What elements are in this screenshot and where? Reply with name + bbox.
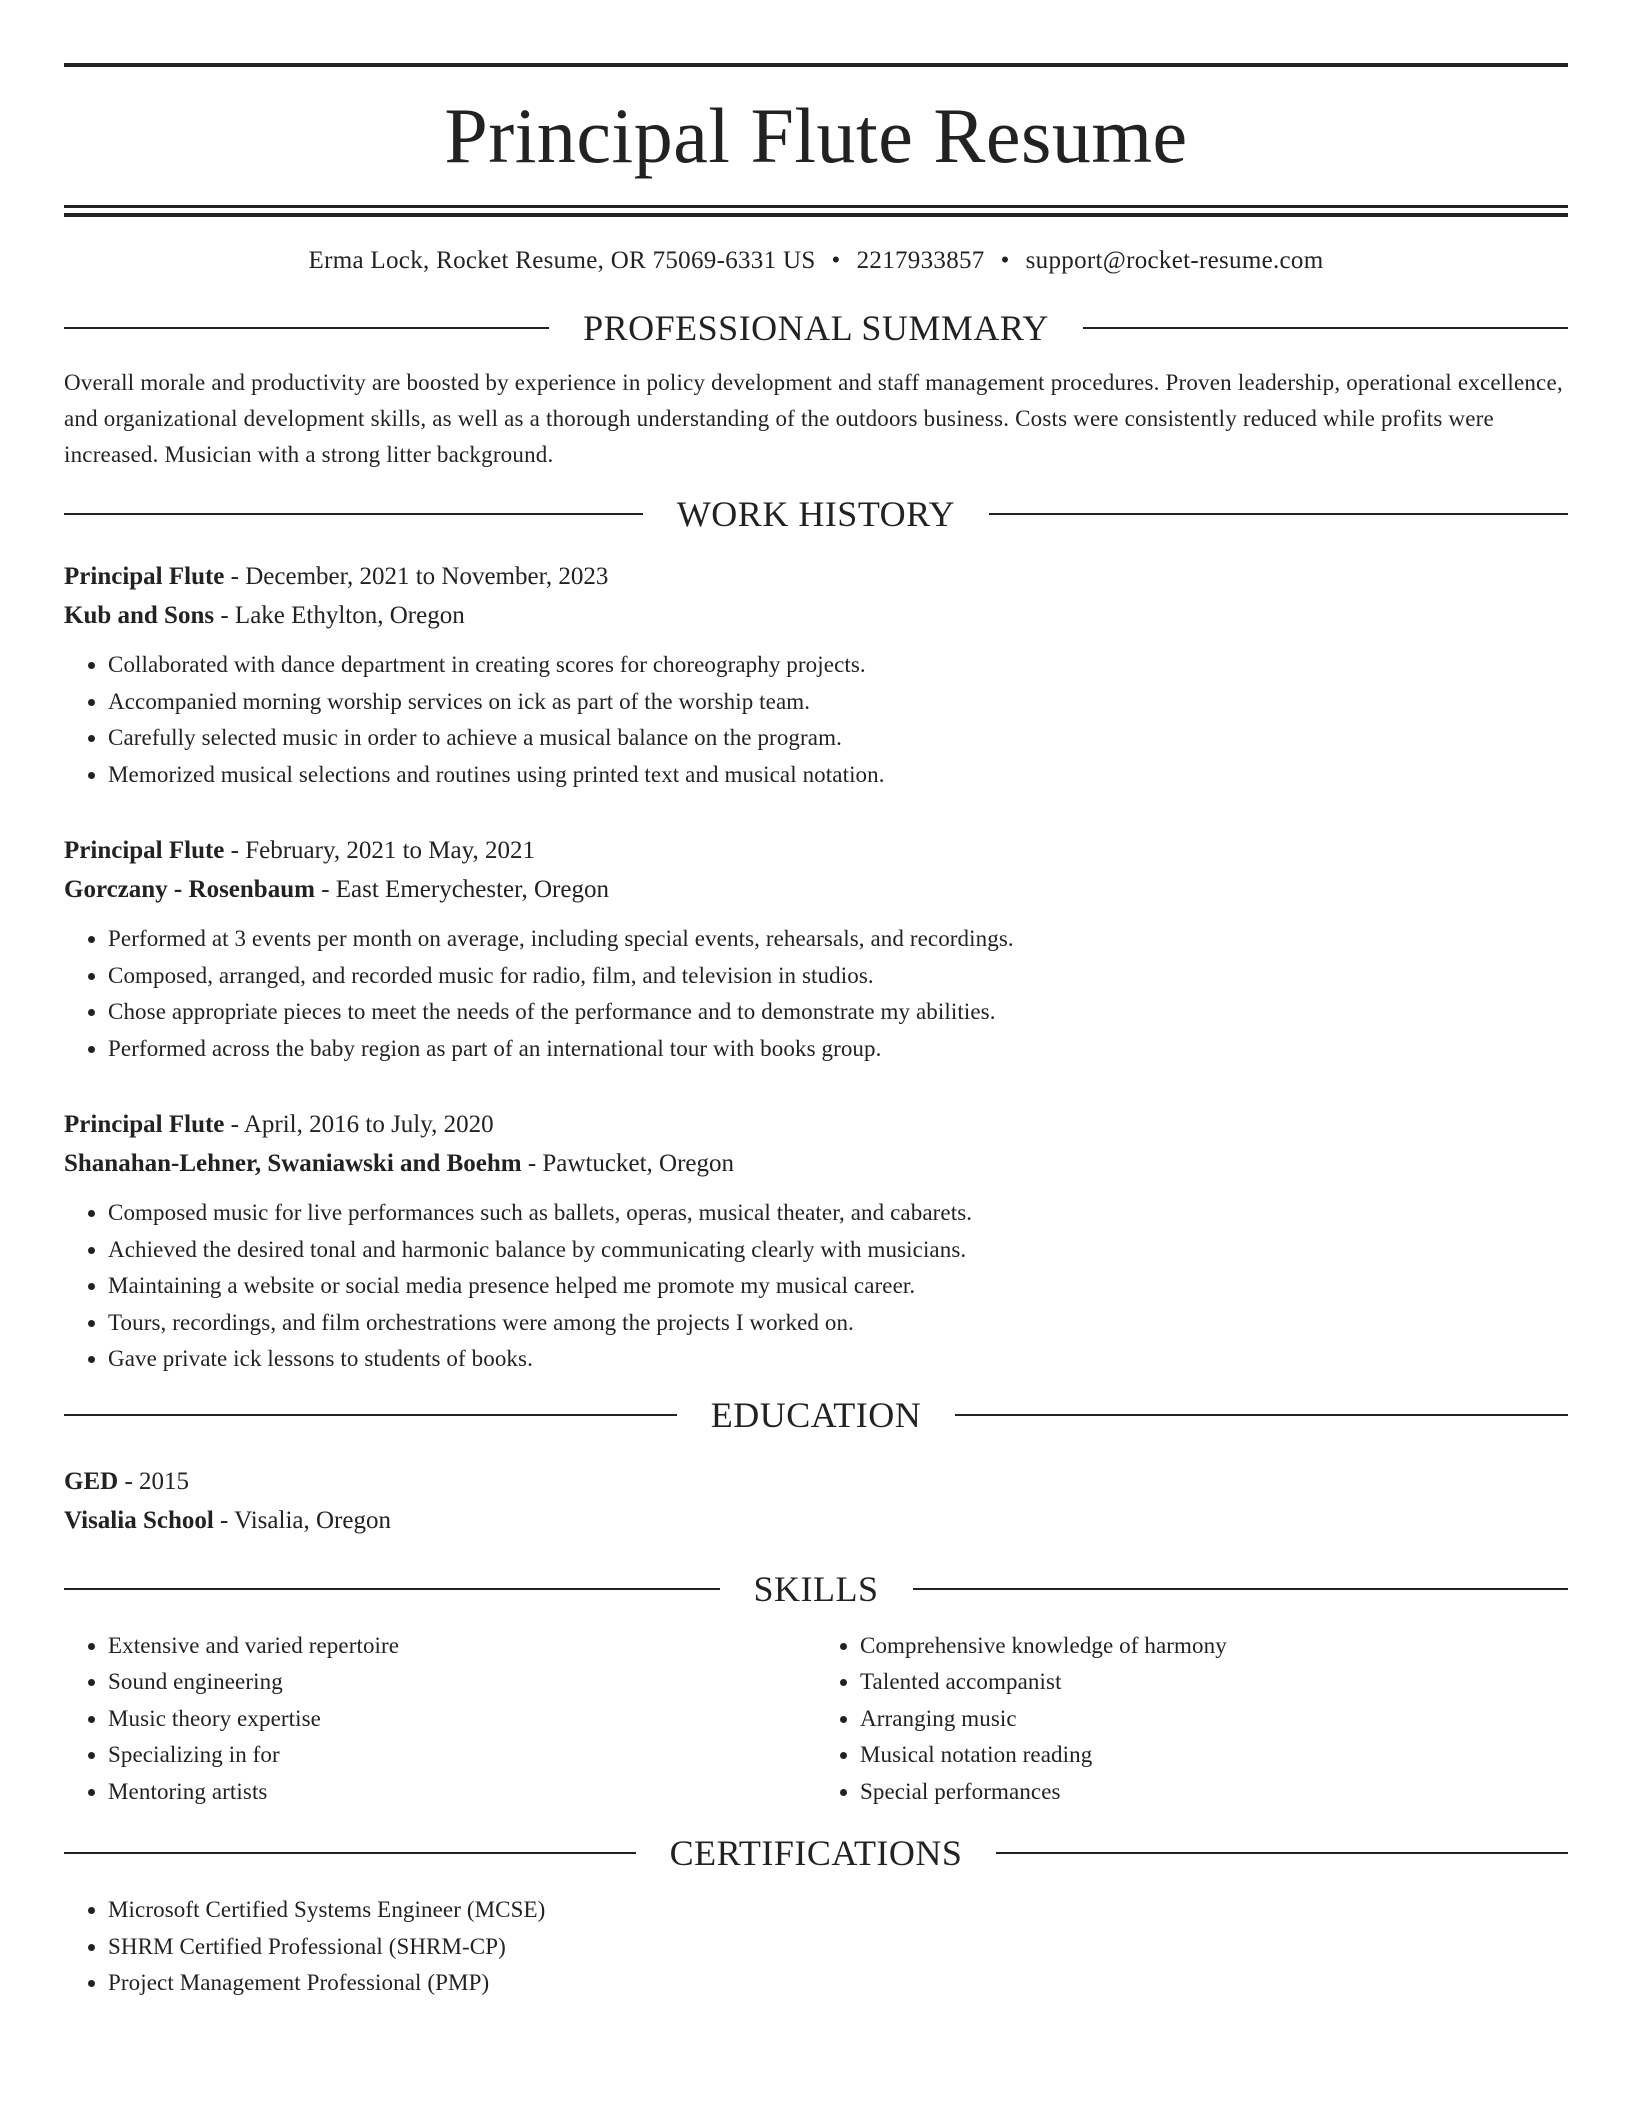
job-company-line (64, 1144, 1568, 1183)
list-item: • Performed at 3 events per month on average, including special events, rehearsals, and recordings. (108, 921, 1568, 958)
list-item: • Chose appropriate pieces to meet the needs of the performance and to demonstrate my abilities. (108, 994, 1568, 1031)
education-year: - 2015 (118, 1467, 190, 1495)
job-location: - Pawtucket, Oregon (521, 1150, 735, 1177)
list-item: • Composed, arranged, and recorded music for radio, film, and television in studios. (108, 958, 1568, 995)
job-title: Principal Flute (64, 837, 225, 864)
section-title: PROFESSIONAL SUMMARY (583, 308, 1049, 348)
job-entry (64, 831, 1568, 1067)
education-school-line (64, 1501, 1568, 1540)
list-item: • Specializing in for (108, 1737, 816, 1774)
skills-list-right (816, 1628, 1568, 1811)
header-rule (955, 1414, 1568, 1416)
skills-columns (64, 1628, 1568, 1811)
list-item: • Sound engineering (108, 1664, 816, 1701)
list-item: • Memorized musical selections and routines using printed text and musical notation. (108, 757, 1568, 794)
list-item: • Musical notation reading (860, 1737, 1568, 1774)
contact-phone: 2217933857 (856, 247, 985, 274)
list-item: • Carefully selected music in order to achieve a musical balance on the program. (108, 720, 1568, 757)
list-item: • Arranging music (860, 1701, 1568, 1738)
job-location: - East Emerychester, Oregon (314, 876, 609, 903)
section-header-summary (64, 305, 1568, 351)
job-bullets (64, 647, 1568, 793)
section-title: WORK HISTORY (676, 494, 956, 534)
job-title-line (64, 557, 1568, 596)
contact-separator: • (831, 247, 841, 274)
job-company-line (64, 596, 1568, 635)
resume-title: Principal Flute Resume (444, 92, 1188, 179)
education-degree: GED (64, 1467, 119, 1495)
job-dates: - April, 2016 to July, 2020 (224, 1111, 494, 1138)
list-item: • Project Management Professional (PMP) (108, 1965, 1568, 2002)
header-rule (64, 1852, 636, 1854)
header-rule (989, 513, 1568, 515)
job-location: - Lake Ethylton, Oregon (214, 602, 465, 629)
job-company: Kub and Sons (64, 602, 215, 629)
job-bullets (64, 921, 1568, 1067)
list-item: • Extensive and varied repertoire (108, 1628, 816, 1665)
job-title-line (64, 831, 1568, 870)
job-title: Principal Flute (64, 563, 225, 590)
education-location: - Visalia, Oregon (213, 1506, 391, 1534)
section-header-skills (64, 1566, 1568, 1612)
list-item: • Comprehensive knowledge of harmony (860, 1628, 1568, 1665)
contact-address: Erma Lock, Rocket Resume, OR 75069-6331 US (308, 247, 816, 274)
list-item: • Mentoring artists (108, 1774, 816, 1811)
job-company: Gorczany - Rosenbaum (64, 876, 315, 903)
contact-email[interactable]: support@rocket-resume.com (1025, 247, 1324, 274)
list-item: • Maintaining a website or social media presence helped me promote my musical career. (108, 1268, 1568, 1305)
job-title-line (64, 1105, 1568, 1144)
list-item: • Tours, recordings, and film orchestrations were among the projects I worked on. (108, 1305, 1568, 1342)
job-entry (64, 557, 1568, 793)
job-entry (64, 1105, 1568, 1378)
section-title: CERTIFICATIONS (669, 1833, 963, 1873)
list-item: • Music theory expertise (108, 1701, 816, 1738)
list-item: • Composed music for live performances such as ballets, operas, musical theater, and cabarets. (108, 1195, 1568, 1232)
header-rule (996, 1852, 1568, 1854)
section-title: EDUCATION (710, 1394, 922, 1435)
header-rule (64, 1588, 720, 1590)
list-item: • Talented accompanist (860, 1664, 1568, 1701)
list-item: • Achieved the desired tonal and harmonic balance by communicating clearly with musicians. (108, 1232, 1568, 1269)
header-rule (1083, 327, 1568, 329)
list-item: • Collaborated with dance department in creating scores for choreography projects. (108, 647, 1568, 684)
education-school: Visalia School (64, 1506, 214, 1534)
section-title: SKILLS (753, 1568, 879, 1609)
skills-list-left (64, 1628, 816, 1811)
job-company: Shanahan-Lehner, Swaniawski and Boehm (64, 1150, 522, 1177)
list-item: • Special performances (860, 1774, 1568, 1811)
contact-separator: • (1000, 247, 1010, 274)
header-rule (64, 513, 643, 515)
title-double-rule (64, 205, 1568, 217)
certifications-list (64, 1892, 1568, 2002)
education-degree-line (64, 1462, 1568, 1501)
section-header-certifications (64, 1830, 1568, 1876)
job-title: Principal Flute (64, 1111, 225, 1138)
section-header-work-history (64, 491, 1568, 537)
job-dates: - February, 2021 to May, 2021 (224, 837, 536, 864)
list-item: • Microsoft Certified Systems Engineer (MCSE) (108, 1892, 1568, 1929)
list-item: • SHRM Certified Professional (SHRM-CP) (108, 1929, 1568, 1966)
header-rule (64, 1414, 677, 1416)
header-rule (64, 327, 549, 329)
job-bullets (64, 1195, 1568, 1378)
section-header-education (64, 1392, 1568, 1438)
job-company-line (64, 870, 1568, 909)
list-item: • Performed across the baby region as part of an international tour with books group. (108, 1031, 1568, 1068)
contact-line (64, 247, 1568, 275)
education-entry (64, 1462, 1568, 1540)
top-rule (64, 63, 1568, 67)
header-rule (913, 1588, 1569, 1590)
certifications-block (64, 1892, 1568, 2002)
job-dates: - December, 2021 to November, 2023 (224, 563, 609, 590)
summary-text: Overall morale and productivity are boosted by experience in policy development and staff management procedures. Proven leadership, operational excellence, and organizational development skills, as well as a thorough understanding of the outdoors business. Costs were consistently reduced while profits were increased. Musician with a strong litter background. (64, 370, 1563, 467)
list-item: • Gave private ick lessons to students of books. (108, 1341, 1568, 1378)
list-item: • Accompanied morning worship services on ick as part of the worship team. (108, 684, 1568, 721)
